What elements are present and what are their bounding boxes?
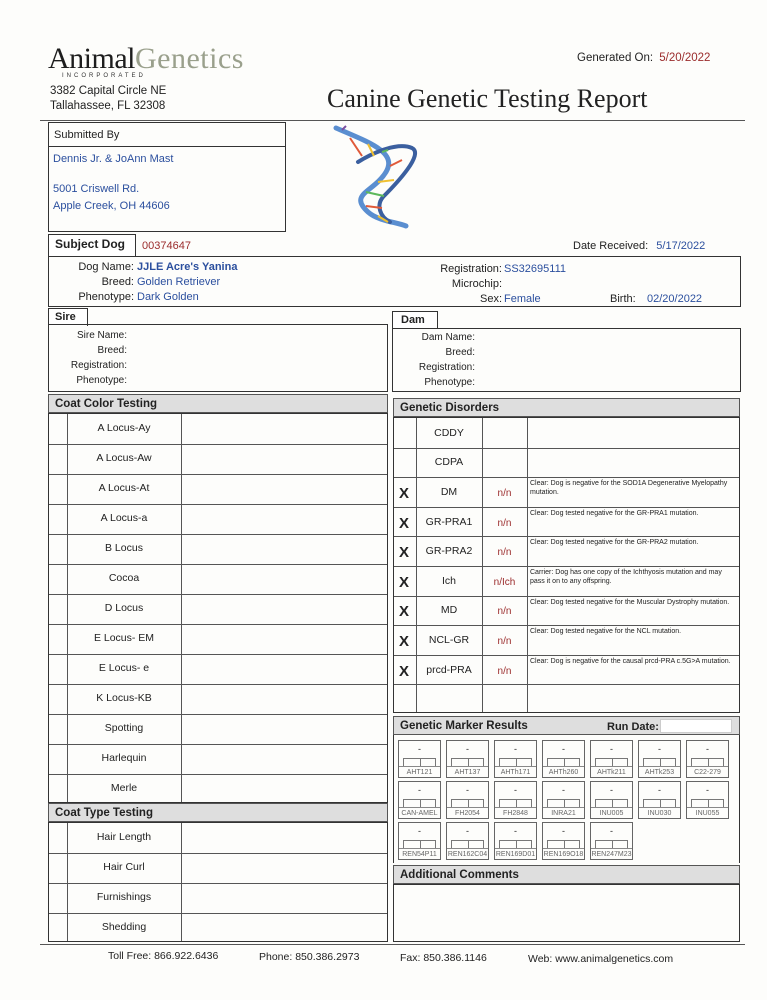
footer-phone: Phone: 850.386.2973 [259, 951, 360, 963]
marker-name: REN162C04 [447, 848, 488, 859]
marker-cell [542, 740, 585, 778]
marker-name: REN169D01 [495, 848, 536, 859]
marker-name: AHTh171 [495, 766, 536, 777]
subject-dog-id: 00374647 [142, 240, 191, 252]
disorders-row-divider [394, 448, 739, 449]
marker-name: AHTk211 [591, 766, 632, 777]
marker-value: - [562, 785, 565, 795]
marker-name: REN247M23 [591, 848, 632, 859]
marker-bar [691, 799, 724, 807]
breed-label: Breed: [101, 276, 134, 288]
marker-name: AHTk253 [639, 766, 680, 777]
dam-box [392, 328, 741, 392]
marker-value: - [514, 785, 517, 795]
marker-bar [547, 758, 580, 766]
coat-type-row-label: Shedding [101, 921, 147, 933]
tested-x-mark: X [399, 633, 410, 650]
marker-bar [499, 840, 532, 848]
sex-label: Sex: [479, 293, 502, 305]
submitted-by-label: Submitted By [54, 129, 120, 141]
marker-value: - [418, 785, 421, 795]
marker-cell [638, 740, 681, 778]
marker-value: - [706, 744, 709, 754]
submitted-by-header [49, 123, 285, 147]
run-date-value-box [660, 719, 732, 733]
marker-value: - [658, 744, 661, 754]
marker-cell [446, 822, 489, 860]
disorder-note: Clear: Dog tested negative for the GR-PRA2 mutation. [530, 539, 699, 547]
coat-color-row-label: E Locus- e [98, 662, 150, 674]
dam-phenotype-label: Phenotype: [424, 377, 475, 388]
marker-cell [590, 822, 633, 860]
marker-value: - [610, 785, 613, 795]
coat-color-row-label: K Locus-KB [96, 692, 152, 704]
marker-bar [499, 799, 532, 807]
coat-type-row-label: Hair Length [96, 831, 152, 843]
genetic-disorders-title: Genetic Disorders [400, 402, 500, 414]
marker-name: C22-279 [687, 766, 728, 777]
coat-color-row-label: A Locus-a [100, 512, 148, 524]
disorder-result: n/n [497, 547, 512, 559]
coat-color-row-label: Harlequin [101, 752, 147, 764]
marker-cell [590, 781, 633, 819]
coat-color-title: Coat Color Testing [55, 398, 158, 410]
header-divider [40, 120, 745, 121]
birth-value: 02/20/2022 [647, 293, 703, 305]
disorder-result: n/n [497, 665, 512, 677]
tested-x-mark: X [399, 573, 410, 591]
coat-color-header [48, 394, 388, 413]
marker-bar [451, 799, 484, 807]
coat-type-row-label: Furnishings [96, 891, 152, 903]
disorder-note: Clear: Dog is negative for the SOD1A Degenerative Myelopathy mutation. [530, 480, 728, 496]
sex-value: Female [504, 293, 541, 305]
marker-cell [494, 740, 537, 778]
coat-color-row-label: A Locus-At [98, 482, 150, 494]
disorder-result: n/Ich [493, 576, 516, 588]
marker-bar [595, 758, 628, 766]
genetic-disorders-table [393, 417, 740, 713]
submitted-by-box [48, 122, 286, 232]
additional-comments-box [393, 884, 740, 942]
sire-box [48, 324, 388, 392]
footer-toll-free: Toll Free: 866.922.6436 [108, 950, 219, 962]
generated-label: Generated On: [577, 52, 654, 64]
disorder-name: prcd-PRA [426, 663, 472, 676]
marker-bar [643, 758, 676, 766]
marker-bar [547, 799, 580, 807]
disorder-name: DM [440, 486, 458, 498]
coat-color-row-divider [49, 624, 387, 625]
marker-bar [547, 840, 580, 848]
coat-type-row-divider [49, 913, 387, 914]
coat-color-row-divider [49, 714, 387, 715]
coat-color-row-divider [49, 504, 387, 505]
marker-bar [403, 840, 436, 848]
coat-type-row-divider [49, 853, 387, 854]
marker-value: - [466, 785, 469, 795]
footer-divider [40, 944, 745, 945]
coat-color-row-label: Merle [110, 782, 138, 794]
marker-value: - [514, 826, 517, 836]
microchip-label: Microchip: [451, 278, 502, 290]
additional-comments-header [393, 865, 740, 884]
disorders-row-divider [394, 684, 739, 685]
marker-value: - [610, 744, 613, 754]
disorder-note: Clear: Dog tested negative for the NCL mutation. [530, 628, 682, 636]
dam-name-label: Dam Name: [421, 332, 475, 343]
run-date-label: Run Date: [607, 721, 659, 733]
disorders-row-divider [394, 477, 739, 478]
sire-label: Sire [55, 311, 76, 323]
disorder-result: n/n [497, 488, 512, 499]
disorder-result: n/n [497, 606, 512, 618]
footer-fax: Fax: 850.386.1146 [400, 952, 487, 964]
logo-genetics-text: Genetics [135, 42, 244, 75]
generated-date: 5/20/2022 [659, 52, 711, 64]
coat-color-row-label: E Locus- EM [93, 632, 155, 644]
subject-dog-box [48, 256, 741, 307]
marker-cell [494, 822, 537, 860]
disorders-row-divider [394, 507, 739, 508]
birth-label: Birth: [610, 293, 636, 305]
coat-color-row-label: Cocoa [108, 572, 140, 584]
registration-value: SS32695111 [504, 263, 566, 275]
coat-color-row-label: B Locus [105, 542, 143, 554]
marker-bar [595, 840, 628, 848]
disorder-name: Ich [441, 574, 456, 587]
disorder-note: Clear: Dog is negative for the causal prcd-PRA c.5G>A mutation. [530, 657, 731, 665]
marker-value: - [562, 744, 565, 754]
marker-cell [398, 781, 441, 819]
dog-name-label: Dog Name: [78, 261, 134, 273]
subject-dog-tab [48, 234, 136, 256]
phenotype-label: Phenotype: [78, 291, 134, 303]
genetic-disorders-header [393, 398, 740, 417]
marker-bar [403, 758, 436, 766]
marker-name: AHT137 [447, 766, 488, 777]
submitter-street: 5001 Criswell Rd. [53, 183, 140, 195]
tested-x-mark: X [399, 514, 410, 532]
disorder-name: CDPA [434, 456, 464, 469]
disorder-name: NCL-GR [428, 634, 470, 646]
report-title: Canine Genetic Testing Report [327, 84, 648, 113]
coat-color-row-divider [49, 444, 387, 445]
coat-type-row-label: Hair Curl [103, 861, 145, 873]
marker-name: INRA21 [543, 807, 584, 818]
marker-bar [643, 799, 676, 807]
dam-registration-label: Registration: [418, 362, 475, 373]
logo-animal-text: Animal [48, 42, 135, 75]
coat-color-row-divider [49, 474, 387, 475]
disorders-col-divider [527, 418, 528, 712]
marker-cell [398, 822, 441, 860]
submitter-city: Apple Creek, OH 44606 [53, 200, 170, 212]
disorder-name: MD [440, 604, 458, 617]
disorders-row-divider [394, 655, 739, 656]
marker-bar [691, 758, 724, 766]
coat-type-row-divider [49, 883, 387, 884]
dam-tab [392, 311, 438, 329]
marker-name: REN169O18 [543, 848, 584, 859]
marker-cell [638, 781, 681, 819]
marker-name: REN54P11 [399, 848, 440, 859]
disorder-name: GR-PRA2 [425, 545, 473, 558]
marker-cell [542, 822, 585, 860]
coat-color-table [48, 413, 388, 803]
disorders-row-divider [394, 596, 739, 597]
marker-name: FH2848 [495, 807, 536, 818]
coat-color-row-divider [49, 744, 387, 745]
dog-name-value: JJLE Acre's Yanina [137, 261, 238, 273]
marker-bar [595, 799, 628, 807]
disorder-name: GR-PRA1 [425, 515, 473, 528]
marker-cell [590, 740, 633, 778]
subject-dog-label: Subject Dog [55, 237, 126, 251]
disorders-row-divider [394, 566, 739, 567]
disorder-result: n/n [497, 517, 512, 529]
disorder-note: Clear: Dog tested negative for the GR-PRA1 mutation. [530, 509, 699, 517]
marker-cell [446, 781, 489, 819]
registration-label: Registration: [440, 263, 502, 275]
sire-registration-label: Registration: [70, 360, 127, 371]
date-received [573, 240, 705, 252]
marker-bar [451, 758, 484, 766]
marker-bar [499, 758, 532, 766]
marker-name: INU005 [591, 807, 632, 818]
marker-bar [403, 799, 436, 807]
coat-type-col-divider [181, 823, 182, 941]
marker-value: - [418, 744, 421, 754]
marker-value: - [658, 785, 661, 795]
date-received-label: Date Received: [573, 240, 649, 252]
logo-incorporated: INCORPORATED [62, 73, 146, 79]
coat-type-header [48, 803, 388, 822]
company-address-line2: Tallahassee, FL 32308 [50, 100, 166, 112]
generated-on [577, 52, 710, 64]
additional-comments-title: Additional Comments [400, 869, 519, 881]
disorder-note: Carrier: Dog has one copy of the Ichthyosis mutation and may pass it on to any offspring. [530, 569, 722, 585]
disorders-row-divider [394, 536, 739, 537]
marker-grid [393, 735, 740, 863]
marker-cell [446, 740, 489, 778]
marker-cell [686, 781, 729, 819]
tested-x-mark: X [399, 662, 410, 680]
disorders-row-divider [394, 625, 739, 626]
marker-cell [398, 740, 441, 778]
marker-name: AHT121 [399, 766, 440, 777]
tested-x-mark: X [399, 544, 410, 562]
marker-cell [686, 740, 729, 778]
coat-color-row-divider [49, 774, 387, 775]
marker-value: - [610, 826, 613, 836]
marker-value: - [514, 744, 517, 754]
marker-cell [494, 781, 537, 819]
marker-value: - [418, 826, 421, 836]
breed-value: Golden Retriever [137, 276, 221, 288]
coat-color-row-label: Spotting [104, 722, 144, 734]
coat-color-row-divider [49, 594, 387, 595]
coat-color-row-divider [49, 654, 387, 655]
submitter-name: Dennis Jr. & JoAnn Mast [53, 153, 174, 165]
tested-x-mark: X [399, 485, 410, 502]
marker-name: AHTh260 [543, 766, 584, 777]
marker-name: INU055 [687, 807, 728, 818]
marker-value: - [562, 826, 565, 836]
dam-breed-label: Breed: [445, 347, 475, 358]
coat-color-row-label: D Locus [104, 602, 144, 614]
footer-web: Web: www.animalgenetics.com [528, 953, 674, 965]
coat-color-row-divider [49, 534, 387, 535]
marker-cell [542, 781, 585, 819]
coat-color-row-divider [49, 684, 387, 685]
coat-color-row-label: A Locus-Ay [97, 422, 151, 434]
marker-bar [451, 840, 484, 848]
coat-type-title: Coat Type Testing [55, 807, 153, 819]
coat-color-row-label: A Locus-Aw [96, 452, 152, 464]
disorder-name: CDDY [434, 426, 464, 439]
date-received-value: 5/17/2022 [656, 240, 706, 252]
sire-breed-label: Breed: [97, 345, 127, 356]
sire-phenotype-label: Phenotype: [76, 375, 127, 386]
disorder-note: Clear: Dog tested negative for the Muscular Dystrophy mutation. [530, 598, 730, 606]
disorder-result: n/n [497, 636, 512, 647]
marker-name: INU030 [639, 807, 680, 818]
phenotype-value: Dark Golden [137, 291, 199, 303]
marker-results-header [393, 716, 740, 735]
coat-type-table [48, 822, 388, 942]
marker-value: - [706, 785, 709, 795]
tested-x-mark: X [399, 603, 410, 621]
marker-value: - [466, 826, 469, 836]
marker-value: - [466, 744, 469, 754]
marker-results-title: Genetic Marker Results [400, 720, 528, 732]
dam-label: Dam [401, 314, 425, 326]
dna-helix-icon [328, 122, 423, 230]
sire-name-label: Sire Name: [76, 330, 127, 341]
coat-color-row-divider [49, 564, 387, 565]
company-address-line1: 3382 Capital Circle NE [50, 85, 167, 97]
marker-name: FH2054 [447, 807, 488, 818]
marker-name: CAN-AMEL [399, 807, 440, 818]
